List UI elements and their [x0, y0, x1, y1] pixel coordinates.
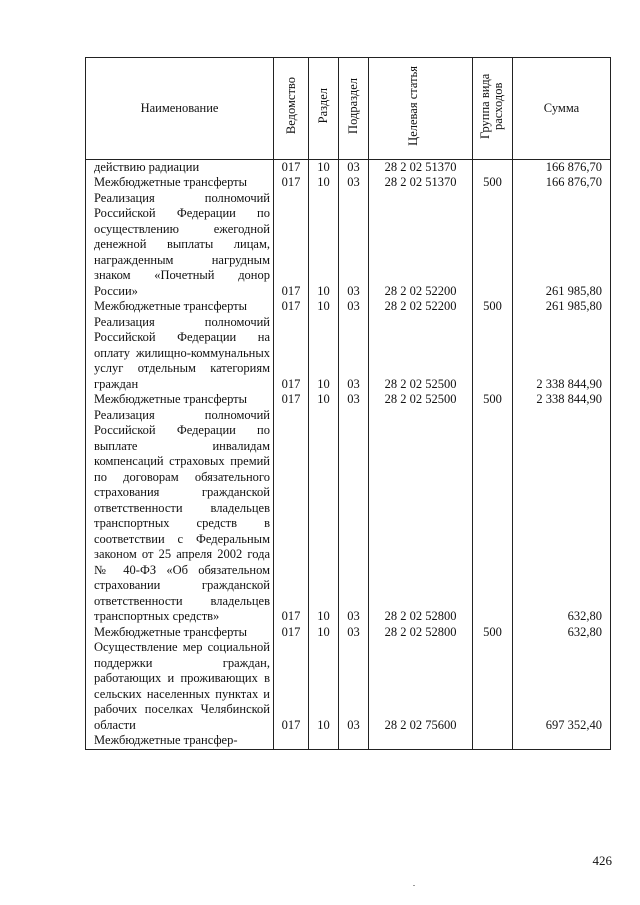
row-gruppa: 500	[473, 299, 513, 315]
row-celevaya-statya: 28 2 02 52500	[369, 392, 473, 408]
row-razdel: 10	[309, 159, 339, 175]
row-summa: 632,80	[513, 625, 611, 641]
table-row	[86, 733, 611, 749]
row-summa: 261 985,80	[513, 191, 611, 300]
row-celevaya-statya: 28 2 02 52200	[369, 191, 473, 300]
header-razdel: Раздел	[309, 58, 339, 160]
row-name: Осуществление мер социальной поддержки граждан, работающих и проживающих в сельских населенных пунктах и рабочих поселках Челябинской области	[86, 640, 274, 733]
row-razdel: 10	[309, 175, 339, 191]
header-podrazdel: Подраздел	[339, 58, 369, 160]
row-gruppa	[473, 159, 513, 175]
row-name: Межбюджетные трансферты	[86, 625, 274, 641]
page-number: 426	[592, 853, 612, 868]
row-name: Межбюджетные трансфер-	[86, 733, 274, 749]
row-vedomstvo: 017	[274, 392, 309, 408]
row-razdel: 10	[309, 640, 339, 733]
row-celevaya-statya: 28 2 02 52500	[369, 315, 473, 393]
row-name: Реализация полномочий Российской Федерации по осуществлению ежегодной денежной выплаты лицам, награжденным нагрудным знаком «Почетный донор России»	[86, 191, 274, 300]
row-vedomstvo: 017	[274, 408, 309, 625]
row-name: Реализация полномочий Российской Федерации по выплате инвалидам компенсаций страховых премий по договорам обязательного страхования гражданской ответственности владельцев транспортных средств в соответствии с Федеральным законом от 25 апреля 2002 года № 40-ФЗ «Об обязательном страховании гражданской ответственности владельцев транспортных средств»	[86, 408, 274, 625]
row-gruppa	[473, 191, 513, 300]
row-podrazdel: 03	[339, 408, 369, 625]
row-summa: 166 876,70	[513, 175, 611, 191]
row-celevaya-statya: 28 2 02 51370	[369, 159, 473, 175]
row-gruppa	[473, 408, 513, 625]
row-podrazdel: 03	[339, 175, 369, 191]
table-row	[86, 625, 611, 641]
row-razdel: 10	[309, 191, 339, 300]
row-razdel: 10	[309, 315, 339, 393]
row-vedomstvo: 017	[274, 299, 309, 315]
row-name: Межбюджетные трансферты	[86, 299, 274, 315]
row-celevaya-statya: 28 2 02 52800	[369, 625, 473, 641]
table-row	[86, 159, 611, 175]
budget-table	[85, 57, 611, 750]
row-summa: 166 876,70	[513, 159, 611, 175]
row-gruppa: 500	[473, 625, 513, 641]
row-celevaya-statya: 28 2 02 51370	[369, 175, 473, 191]
row-razdel: 10	[309, 625, 339, 641]
table-row	[86, 175, 611, 191]
row-vedomstvo: 017	[274, 159, 309, 175]
row-summa: 632,80	[513, 408, 611, 625]
row-summa: 2 338 844,90	[513, 315, 611, 393]
row-razdel: 10	[309, 408, 339, 625]
table-row	[86, 408, 611, 625]
row-vedomstvo: 017	[274, 175, 309, 191]
row-razdel	[309, 733, 339, 749]
row-gruppa: 500	[473, 175, 513, 191]
table-row	[86, 299, 611, 315]
header-celevaya-statya: Целевая статья	[369, 58, 473, 160]
table-header-row	[86, 58, 611, 160]
row-celevaya-statya: 28 2 02 52200	[369, 299, 473, 315]
row-celevaya-statya: 28 2 02 75600	[369, 640, 473, 733]
header-gruppa-rashodov: Группа вида расходов	[473, 58, 513, 160]
row-podrazdel: 03	[339, 299, 369, 315]
row-podrazdel: 03	[339, 640, 369, 733]
row-celevaya-statya: 28 2 02 52800	[369, 408, 473, 625]
row-vedomstvo: 017	[274, 640, 309, 733]
row-celevaya-statya	[369, 733, 473, 749]
row-vedomstvo: 017	[274, 625, 309, 641]
table-row	[86, 191, 611, 300]
row-podrazdel	[339, 733, 369, 749]
row-summa: 697 352,40	[513, 640, 611, 733]
row-gruppa	[473, 315, 513, 393]
row-name: действию радиации	[86, 159, 274, 175]
table-row	[86, 640, 611, 733]
header-summa: Сумма	[513, 58, 611, 160]
row-podrazdel: 03	[339, 625, 369, 641]
row-razdel: 10	[309, 392, 339, 408]
row-podrazdel: 03	[339, 159, 369, 175]
row-name: Межбюджетные трансферты	[86, 175, 274, 191]
header-name: Наименование	[86, 58, 274, 160]
row-gruppa	[473, 640, 513, 733]
scan-speck	[413, 885, 415, 886]
row-summa	[513, 733, 611, 749]
row-podrazdel: 03	[339, 392, 369, 408]
row-summa: 261 985,80	[513, 299, 611, 315]
row-name: Межбюджетные трансферты	[86, 392, 274, 408]
table-row	[86, 315, 611, 393]
row-podrazdel: 03	[339, 191, 369, 300]
row-vedomstvo: 017	[274, 191, 309, 300]
row-summa: 2 338 844,90	[513, 392, 611, 408]
row-gruppa: 500	[473, 392, 513, 408]
row-vedomstvo	[274, 733, 309, 749]
row-name: Реализация полномочий Российской Федерации на оплату жилищно-коммунальных услуг отдельным категориям граждан	[86, 315, 274, 393]
header-vedomstvo: Ведомство	[274, 58, 309, 160]
row-podrazdel: 03	[339, 315, 369, 393]
row-razdel: 10	[309, 299, 339, 315]
row-gruppa	[473, 733, 513, 749]
table-row	[86, 392, 611, 408]
row-vedomstvo: 017	[274, 315, 309, 393]
